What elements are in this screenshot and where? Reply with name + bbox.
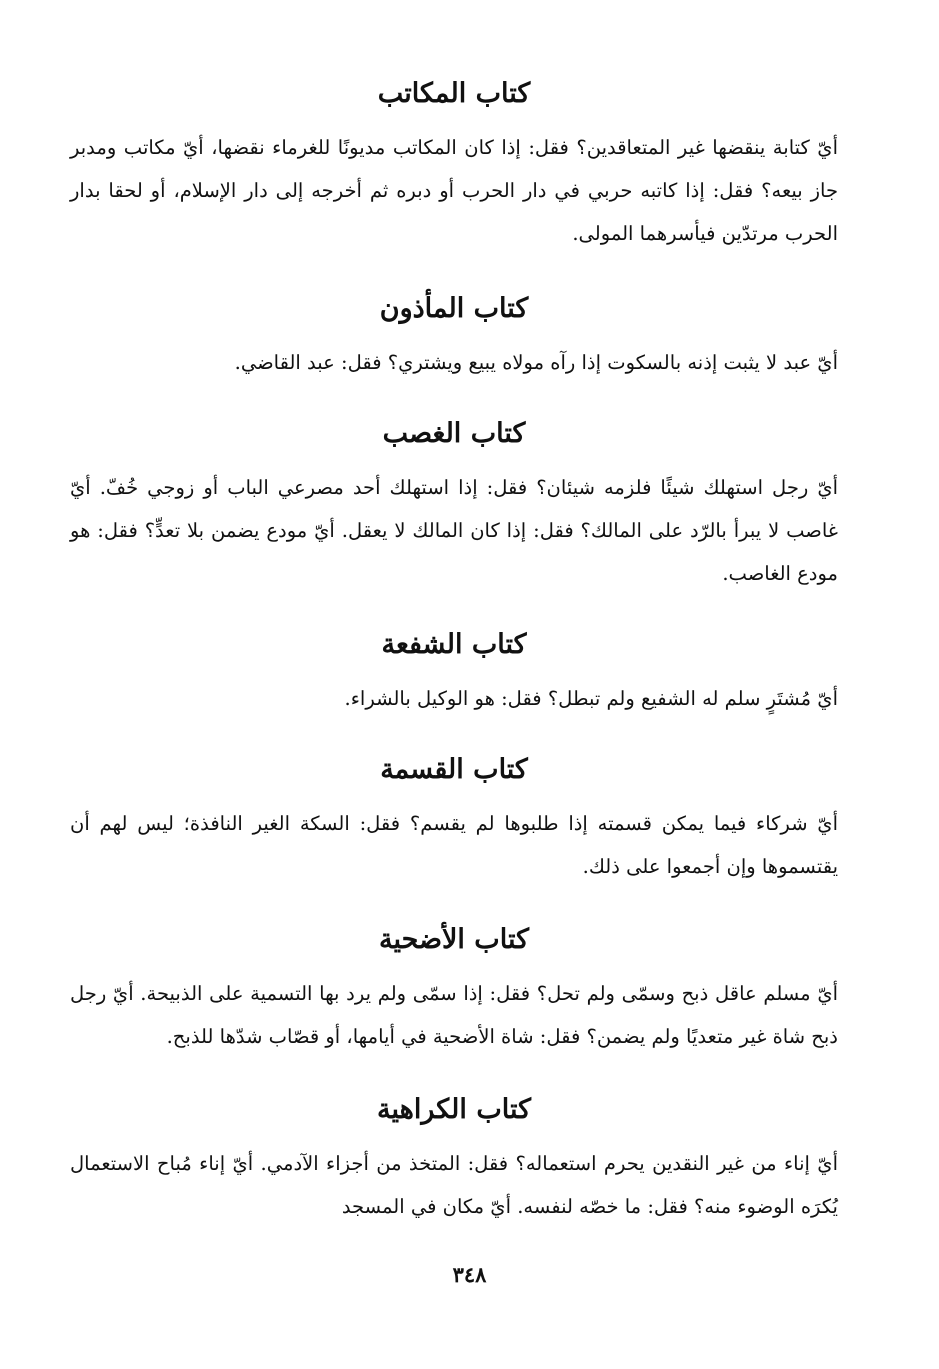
section-paragraph: أيّ مسلم عاقل ذبح وسمّى ولم تحل؟ فقل: إذا سمّى ولم يرد بها التسمية على الذبيحة. أيّ رجل ذبح شاة غير متعديًا ولم يضمن؟ فقل: شاة الأضحية في أيامها، أو قصّاب شدّها للذبح. [70,982,838,1048]
section-ghasb [70,406,838,595]
section-qisma [70,742,838,888]
section-heading: كتاب المكاتب [377,78,531,109]
section-paragraph: أيّ رجل استهلك شيئًا فلزمه شيئان؟ فقل: إذا استهلك أحد مصرعي الباب أو زوجي خُفّ. أيّ غاصب لا يبرأ بالرّد على المالك؟ فقل: إذا كان المالك لا يعقل. أيّ مودع يضمن بلا تعدٍّ؟ فقل: هو مودع الغاصب. [70,476,838,585]
section-heading: كتاب الكراهية [377,1094,531,1125]
section-madhun [70,281,838,384]
page-content [70,66,838,1228]
section-shufa [70,617,838,720]
section-paragraph: أيّ إناء من غير النقدين يحرم استعماله؟ فقل: المتخذ من أجزاء الآدمي. أيّ إناء مُباح الاستعمال يُكرَه الوضوء منه؟ فقل: ما خصّه لنفسه. أيّ مكان في المسجد [70,1152,838,1218]
section-udhiya [70,912,838,1058]
section-heading: كتاب الغصب [382,418,526,449]
section-heading: كتاب المأذون [379,293,529,324]
page-number: ٣٤٨ [452,1262,487,1287]
section-paragraph: أيّ شركاء فيما يمكن قسمته إذا طلبوها لم يقسم؟ فقل: السكة الغير النافذة؛ ليس لهم أن يقتسموها وإن أجمعوا على ذلك. [70,812,838,878]
section-heading: كتاب الشفعة [381,629,527,660]
section-karahiya [70,1082,838,1228]
section-mukatab [70,66,838,255]
section-heading: كتاب الأضحية [379,924,529,955]
section-paragraph: أيّ عبد لا يثبت إذنه بالسكوت إذا رآه مولاه يبيع ويشتري؟ فقل: عبد القاضي. [234,351,838,374]
section-paragraph: أيّ كتابة ينقضها غير المتعاقدين؟ فقل: إذا كان المكاتب مديونًا للغرماء نقضها، أيّ مكاتب ومدبر جاز بيعه؟ فقل: إذا كاتبه حربي في دار الحرب أو دبره ثم أخرجه إلى دار الإسلام، أو لحقا بدار الحرب مرتدّين فيأسرهما المولى. [70,136,838,245]
section-heading: كتاب القسمة [380,754,528,785]
section-paragraph: أيّ مُشتَرٍ سلم له الشفيع ولم تبطل؟ فقل: هو الوكيل بالشراء. [344,687,838,710]
